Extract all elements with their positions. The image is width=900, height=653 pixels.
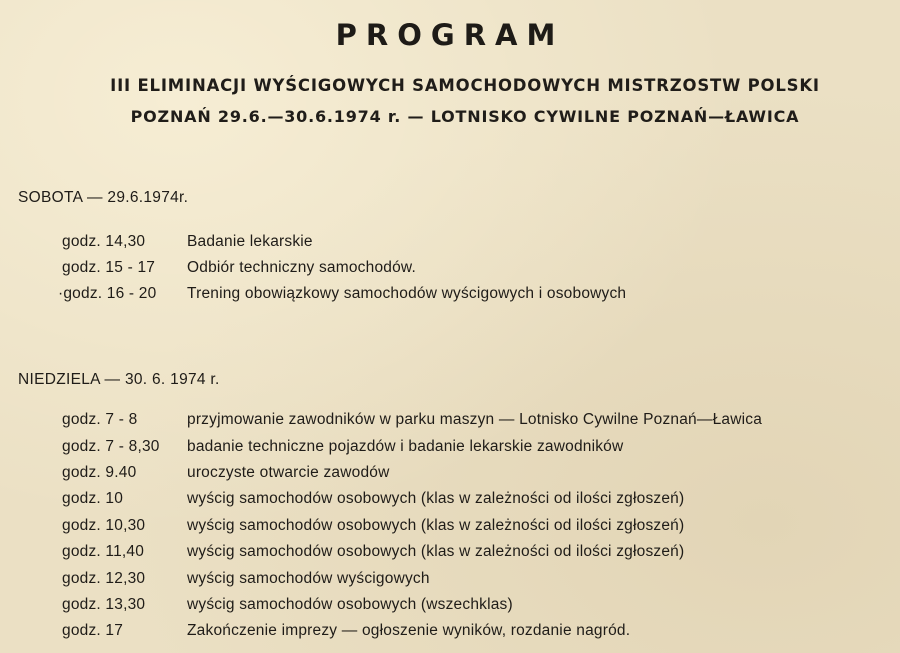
event-description: badanie techniczne pojazdów i badanie lekarskie zawodników bbox=[187, 437, 624, 455]
schedule-row bbox=[62, 565, 762, 591]
schedule-list-sunday bbox=[62, 407, 762, 645]
schedule-row bbox=[62, 433, 762, 459]
event-description: wyścig samochodów osobowych (klas w zależności od ilości zgłoszeń) bbox=[187, 490, 685, 508]
schedule-row bbox=[62, 460, 762, 486]
event-time: godz. 14,30 bbox=[62, 233, 146, 250]
event-description: uroczyste otwarcie zawodów bbox=[187, 463, 390, 481]
schedule-row bbox=[62, 486, 762, 512]
page-title: PROGRAM bbox=[335, 18, 565, 52]
schedule-row bbox=[62, 255, 626, 281]
day-heading-sunday: NIEDZIELA — 30. 6. 1974 r. bbox=[18, 371, 220, 388]
event-description: przyjmowanie zawodników w parku maszyn — Lotnisko Cywilne Poznań—Ławica bbox=[187, 411, 763, 429]
event-description: wyścig samochodów osobowych (wszechklas) bbox=[187, 595, 513, 613]
schedule-row bbox=[62, 513, 762, 539]
event-time: godz. 9.40 bbox=[62, 463, 137, 481]
schedule-row bbox=[58, 281, 627, 307]
event-description: Badanie lekarskie bbox=[187, 233, 313, 250]
event-description: Trening obowiązkowy samochodów wyścigowych i osobowych bbox=[187, 285, 627, 302]
schedule-row bbox=[62, 407, 762, 433]
event-time: godz. 11,40 bbox=[62, 543, 145, 561]
schedule-row bbox=[62, 592, 762, 618]
event-time: godz. 12,30 bbox=[62, 569, 146, 587]
schedule-list-saturday bbox=[58, 229, 627, 307]
event-description: Odbiór techniczny samochodów. bbox=[187, 259, 416, 276]
event-time: godz. 17 bbox=[62, 622, 124, 640]
schedule-row bbox=[62, 539, 762, 565]
event-time: godz. 15 - 17 bbox=[62, 259, 156, 276]
event-description: Zakończenie imprezy — ogłoszenie wyników, rozdanie nagród. bbox=[187, 622, 631, 640]
event-time: godz. 10 bbox=[62, 490, 124, 508]
event-description: wyścig samochodów osobowych (klas w zależności od ilości zgłoszeń) bbox=[187, 516, 685, 534]
event-location-dates: POZNAŃ 29.6.—30.6.1974 r. — LOTNISKO CYWILNE POZNAŃ—ŁAWICA bbox=[130, 107, 800, 126]
schedule-row bbox=[62, 229, 626, 255]
event-subtitle: III ELIMINACJI WYŚCIGOWYCH SAMOCHODOWYCH MISTRZOSTW POLSKI bbox=[110, 76, 820, 95]
event-description: wyścig samochodów wyścigowych bbox=[187, 569, 430, 587]
schedule-row bbox=[62, 618, 762, 644]
event-time: ·godz. 16 - 20 bbox=[58, 285, 157, 302]
day-heading-saturday: SOBOTA — 29.6.1974r. bbox=[18, 189, 189, 206]
event-time: godz. 13,30 bbox=[62, 595, 146, 613]
event-time: godz. 7 - 8 bbox=[62, 411, 138, 429]
event-description: wyścig samochodów osobowych (klas w zależności od ilości zgłoszeń) bbox=[187, 543, 685, 561]
event-time: godz. 7 - 8,30 bbox=[62, 437, 160, 455]
event-time: godz. 10,30 bbox=[62, 516, 146, 534]
